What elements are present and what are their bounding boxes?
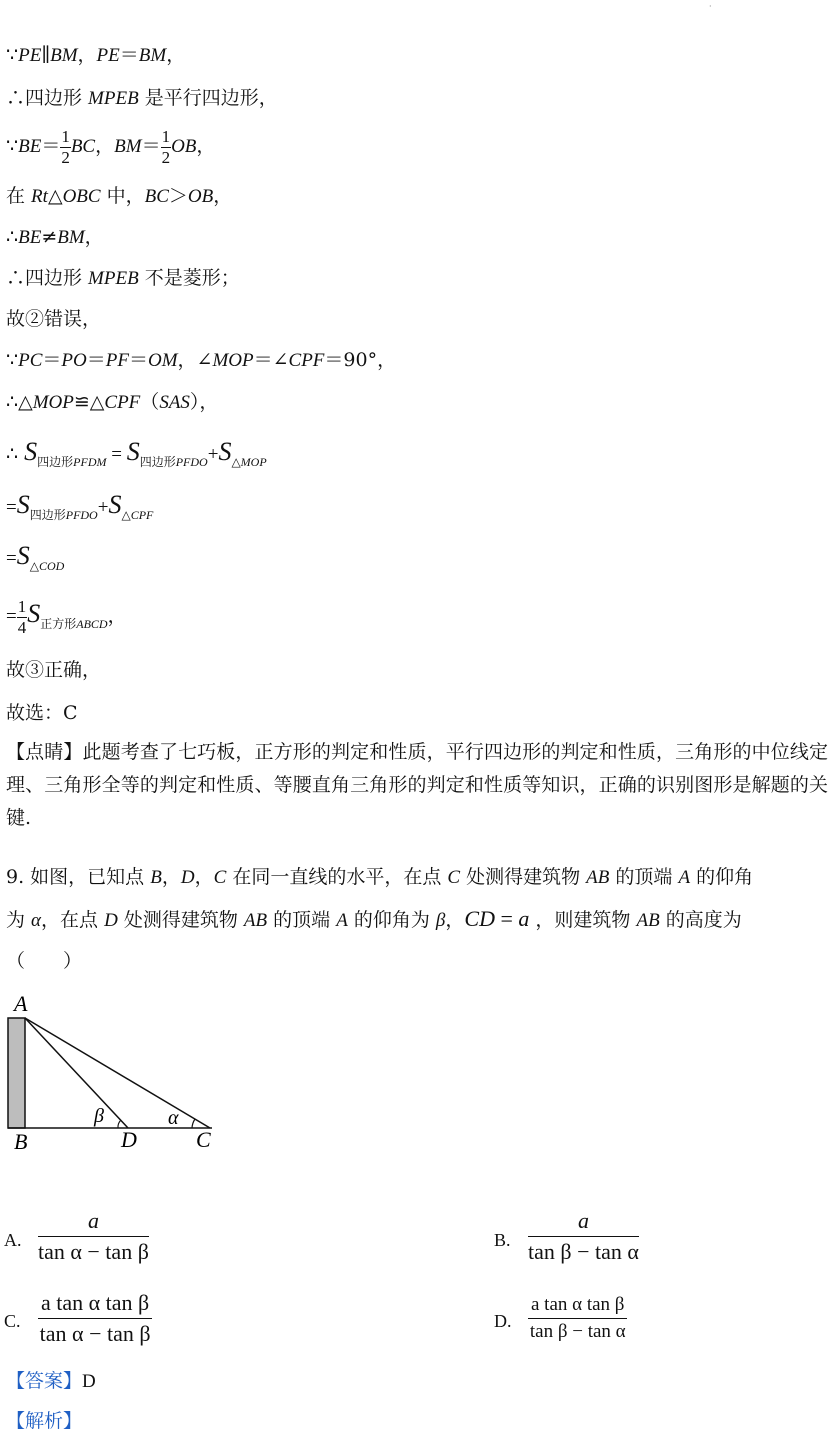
proof-line-5: [6, 224, 104, 251]
proof-line-4: [6, 183, 232, 210]
seg-po: PO: [61, 350, 87, 371]
point-a: A: [678, 867, 691, 888]
subscript-abcd: ABCD: [76, 617, 108, 631]
text: 故②错误，: [6, 308, 102, 330]
comma: ，: [95, 135, 115, 157]
equals-2: ＝: [141, 135, 161, 157]
equals: ＝: [42, 349, 62, 371]
seg-om: OM: [147, 350, 178, 371]
point-d: D: [180, 867, 195, 888]
option-d-denominator: tan β − tan α: [529, 1321, 626, 1342]
text-2: 在同一直线的水平，在点: [226, 866, 448, 888]
therefore-symbol: ∴△: [6, 391, 33, 413]
building-ab: AB: [243, 910, 268, 931]
label-alpha: α: [168, 1107, 179, 1129]
text: ∴四边形: [6, 87, 89, 109]
because-symbol: ∵: [6, 135, 19, 157]
plus: +: [97, 497, 109, 518]
text: 9. 如图，已知点: [6, 866, 151, 888]
text-5: 的仰角: [690, 866, 754, 888]
text-2: 不是菱形；: [138, 267, 240, 289]
proof-line-2: [6, 85, 278, 112]
label-b: B: [14, 1129, 28, 1154]
equals: ＝: [41, 135, 61, 157]
subscript-cpf: CPF: [130, 508, 154, 522]
seg-pe-2: PE: [96, 45, 120, 66]
angle-cpf: CPF: [288, 350, 325, 371]
subscript-text: 四边形: [29, 508, 66, 522]
proof-line-7: [6, 306, 101, 332]
equals: =: [106, 444, 127, 465]
subscript-text: 正方形: [40, 617, 77, 631]
area-symbol: S: [24, 437, 38, 466]
equals: ＝: [119, 44, 139, 66]
area-symbol-2: S: [108, 490, 122, 519]
text-2: 是平行四边形，: [138, 87, 278, 109]
seg-bm: BM: [114, 136, 142, 157]
option-a-label[interactable]: A.: [4, 1230, 22, 1250]
triangle-symbol: △: [47, 185, 63, 207]
subscript-pfdm: PFDM: [73, 455, 107, 469]
triangle-cpf: CPF: [104, 392, 141, 413]
fraction-quarter: [17, 597, 28, 638]
building-shaded: [8, 1018, 25, 1128]
triangle-obc: OBC: [62, 186, 101, 207]
comma-2: ，: [194, 866, 214, 888]
comma: ，: [161, 866, 181, 888]
plus: +: [207, 444, 219, 465]
angle-mop: MOP: [212, 350, 254, 371]
seg-ob: OB: [187, 186, 214, 207]
equals: =: [6, 606, 17, 627]
label-d: D: [121, 1127, 137, 1152]
seg-pf: PF: [105, 350, 129, 371]
option-b-denominator: tan β − tan α: [528, 1239, 639, 1264]
denominator: 4: [17, 617, 27, 637]
seg-bm: BM: [57, 227, 85, 248]
option-c-numerator: a tan α tan β: [38, 1288, 152, 1319]
point-d: D: [104, 910, 118, 931]
comment-paragraph: 【点睛】此题考查了七巧板，正方形的判定和性质，平行四边形的判定和性质，三角形的中位线定理、三角形全等的判定和性质、等腰直角三角形的判定和性质等知识，正确的识别图形是解题的关键.: [6, 741, 828, 829]
equals: =: [6, 548, 17, 569]
option-c-label[interactable]: C.: [4, 1311, 21, 1331]
area-symbol: S: [16, 541, 30, 570]
option-b-numerator: a: [528, 1206, 639, 1237]
text-2: ，在点: [41, 909, 105, 931]
option-c-fraction[interactable]: [38, 1288, 152, 1349]
fraction-half: [60, 127, 71, 168]
area-symbol-2: S: [126, 437, 140, 466]
analysis-tag: 【解析】: [6, 1410, 83, 1432]
comma: ，: [213, 185, 233, 207]
sightline-ac: [25, 1018, 210, 1128]
alpha: α: [31, 910, 42, 931]
angle-symbol-2: ＝∠: [253, 349, 289, 371]
equals: =: [494, 906, 519, 931]
beta: β: [435, 910, 446, 931]
numerator: 1: [161, 126, 171, 146]
therefore-symbol: ∴: [6, 226, 19, 248]
question-9-line-2: [6, 906, 742, 934]
equals: =: [6, 497, 17, 518]
denominator: 2: [61, 147, 70, 167]
seg-bc: BC: [144, 186, 169, 207]
seg-pe: PE: [18, 45, 42, 66]
proof-line-9: [6, 389, 218, 416]
subscript-text: 四边形: [37, 455, 74, 469]
comma: ，: [107, 605, 127, 627]
option-b-fraction[interactable]: [528, 1206, 639, 1267]
subscript-mop: MOP: [240, 455, 267, 469]
area-line-1: [6, 435, 267, 479]
denominator: 2: [161, 147, 171, 167]
comma-2: ，: [166, 44, 186, 66]
proof-line-8: [6, 347, 396, 374]
area-line-4: [6, 588, 127, 650]
fraction-half-2: [161, 127, 172, 168]
option-a-denominator: tan α − tan β: [38, 1239, 149, 1264]
label-beta: β: [94, 1105, 104, 1127]
because-symbol: ∵: [6, 349, 19, 371]
answer-parentheses: （ ）: [6, 950, 83, 972]
building-ab-2: AB: [636, 910, 660, 931]
option-d-fraction[interactable]: [528, 1292, 627, 1345]
area-symbol: S: [27, 599, 41, 628]
congruent-symbol: ≌△: [73, 391, 105, 413]
numerator: 1: [17, 596, 27, 616]
option-d-numerator: a tan α tan β: [528, 1292, 627, 1319]
subscript-triangle: △: [29, 559, 39, 573]
choice-line: [6, 700, 78, 726]
point-b: B: [150, 867, 162, 888]
area-symbol: S: [16, 490, 30, 519]
therefore-symbol: ∴: [6, 443, 25, 465]
area-line-3: [6, 539, 64, 583]
point-c-2: C: [447, 867, 461, 888]
text: 故选：C: [6, 702, 78, 724]
subscript-cod: COD: [38, 559, 65, 573]
rt: Rt: [31, 186, 48, 207]
seg-be: BE: [18, 136, 42, 157]
comma: ，: [445, 909, 465, 931]
subscript-triangle: △: [231, 455, 241, 469]
text-3: 处测得建筑物: [460, 866, 587, 888]
proof-line-1: [6, 42, 185, 69]
because-symbol: ∵: [6, 44, 19, 66]
answer-line: [6, 1368, 96, 1395]
not-equal: ≠: [41, 226, 58, 248]
option-a-fraction[interactable]: [38, 1206, 149, 1267]
label-c: C: [196, 1127, 211, 1152]
option-c-denominator: tan α − tan β: [39, 1321, 151, 1346]
point-c: C: [213, 867, 227, 888]
proof-line-14: [6, 657, 101, 683]
var-a: a: [518, 906, 530, 931]
sas: SAS: [159, 392, 190, 413]
subscript-pfdo: PFDO: [65, 508, 98, 522]
text-2: 中，: [100, 185, 145, 207]
option-a-numerator: a: [38, 1206, 149, 1237]
option-b-label[interactable]: B.: [494, 1230, 511, 1250]
comma: ，: [77, 44, 97, 66]
comma-2: ，: [196, 135, 216, 157]
seg-bm: BM: [50, 45, 78, 66]
text-3: 处测得建筑物: [117, 909, 244, 931]
point-a: A: [336, 910, 348, 931]
parallel-symbol: ∥: [41, 44, 51, 66]
shape-mpeb: MPEB: [88, 88, 139, 109]
seg-bc: BC: [70, 136, 96, 157]
text-5: 的仰角为: [347, 909, 436, 931]
elevation-figure: [0, 985, 240, 1160]
area-line-2: [6, 488, 153, 532]
building-ab: AB: [586, 867, 610, 888]
proof-line-6: [6, 265, 240, 292]
subscript-pfdo: PFDO: [175, 455, 208, 469]
text-4: 的顶端: [609, 866, 679, 888]
triangle-mop: MOP: [32, 392, 74, 413]
shape-mpeb: MPEB: [88, 268, 139, 289]
corner-dot: ·: [709, 2, 712, 11]
option-d-label[interactable]: D.: [494, 1311, 512, 1331]
text-6: ，则建筑物: [529, 909, 637, 931]
paren-close: ），: [189, 391, 219, 413]
label-a: A: [14, 991, 28, 1016]
paren-open: （: [140, 391, 160, 413]
answer-value: D: [82, 1371, 96, 1392]
text: ∴四边形: [6, 267, 89, 289]
text-4: 的顶端: [267, 909, 337, 931]
area-symbol-3: S: [218, 437, 232, 466]
degrees: ＝90°，: [324, 349, 397, 371]
answer-tag: 【答案】: [6, 1370, 83, 1392]
seg-bm-2: BM: [138, 45, 167, 66]
equals-3: ＝: [128, 349, 148, 371]
greater-than: ＞: [168, 185, 188, 207]
alpha-arc: [192, 1119, 195, 1128]
question-9-line-1: [6, 864, 753, 891]
text-7: 的高度为: [659, 909, 742, 931]
analysis-line: [6, 1408, 82, 1434]
subscript-triangle: △: [121, 508, 131, 522]
equals-2: ＝: [86, 349, 106, 371]
subscript-text-2: 四边形: [139, 455, 176, 469]
sightline-ad: [25, 1018, 128, 1128]
angle-symbol: ，∠: [177, 349, 213, 371]
seg-be: BE: [18, 227, 42, 248]
seg-ob: OB: [171, 136, 197, 157]
text: 故③正确，: [6, 659, 102, 681]
text: 在: [6, 185, 32, 207]
seg-cd: CD: [464, 906, 495, 931]
seg-pc: PC: [18, 350, 43, 371]
text: 为: [6, 909, 32, 931]
numerator: 1: [61, 126, 70, 146]
comma: ，: [84, 226, 104, 248]
proof-line-3: [6, 124, 215, 169]
